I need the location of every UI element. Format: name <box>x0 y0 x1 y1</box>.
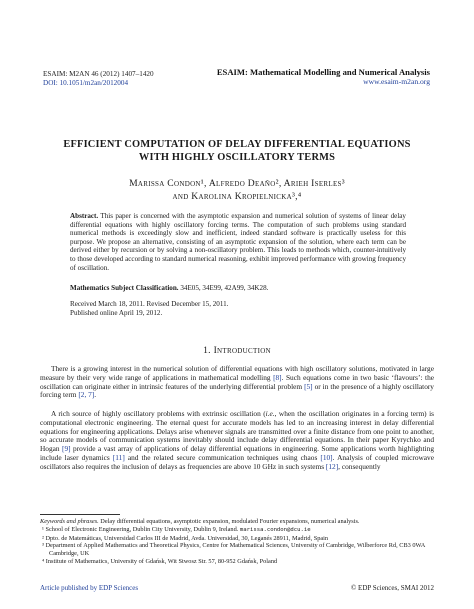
received-date: Received March 18, 2011. Revised December 15, 2011. <box>70 300 229 308</box>
abstract-label: Abstract. <box>70 212 99 220</box>
text-span: There is a growing interest in the numerical solution of differential equations with high oscillatory solutions, motivated in large measure by their very wide range of applications in mathematical modelling <box>40 364 434 382</box>
email-link[interactable]: marissa.condon@dcu.ie <box>239 526 311 533</box>
text-span: provide a vast array of applications of delay differential equations in engineering. Some applications worth highlighting include laser dynamics <box>40 444 434 462</box>
authors-line: Marissa Condon¹, Alfredo Deaño², Arieh Iserles³ <box>129 178 345 189</box>
footnote-marker: ⁴ <box>42 557 45 565</box>
keywords-text: Delay differential equations, asymptotic expansion, modulated Fourier expansions, numerical analysis. <box>98 518 360 525</box>
paragraph <box>40 410 434 472</box>
citation-link[interactable]: [10] <box>320 452 333 462</box>
journal-name: ESAIM: Mathematical Modelling and Numerical Analysis <box>216 67 430 77</box>
msc-label: Mathematics Subject Classification. <box>70 284 179 292</box>
abstract-text: This paper is concerned with the asymptotic expansion and numerical solution of systems of linear delay differential equations with highly oscillatory forcing terms. The computation of such problems using standard numerical methods is exceedingly slow and inefficient, indeed standard software is practically useless for this purpose. We propose an alternative, consisting of an asymptotic expansion of the solution, where each term can be derived either by recursion or by solving a non-oscillatory problem. This leads to methods which, counter-intuitively to those developed according to standard numerical reasoning, exhibit improved performance with growing frequency of oscillation. <box>70 212 406 272</box>
abstract <box>70 212 406 272</box>
citation-link[interactable]: [12] <box>325 461 339 471</box>
section-title: Introduction <box>213 345 271 356</box>
paragraph <box>40 365 434 400</box>
title-line: EFFICIENT COMPUTATION OF DELAY DIFFERENTIAL EQUATIONS <box>63 139 411 150</box>
subject-classification <box>70 284 406 292</box>
citation-link[interactable]: [2, 7] <box>78 390 95 400</box>
keywords-label: Keywords and phrases. <box>40 518 99 525</box>
footnote-text: Dpto. de Matemáticas, Universidad Carlos III de Madrid, Avda. Universidad, 30, Leganés 28911, Madrid, Spain <box>45 534 329 542</box>
paper-title <box>40 138 434 164</box>
footnote <box>40 526 434 535</box>
text-span: . <box>94 390 97 400</box>
doi-link[interactable]: DOI: 10.1051/m2an/2012004 <box>43 79 129 87</box>
msc-codes: 34E05, 34E99, 42A99, 34K28. <box>180 284 269 292</box>
publisher-link[interactable]: Article published by EDP Sciences <box>40 584 139 592</box>
publication-dates <box>70 300 406 317</box>
citation-link[interactable]: [9] <box>62 444 71 454</box>
citation-link[interactable]: [5] <box>304 381 313 391</box>
footnote-text: School of Electronic Engineering, Dublin City University, Dublin 9, Ireland. <box>45 525 240 533</box>
footnote <box>40 558 434 566</box>
text-span: A rich source of highly oscillatory problems with extrinsic oscillation ( <box>51 409 266 418</box>
text-span: i.e. <box>265 409 275 418</box>
footnote-text: Institute of Mathematics, University of Gdańsk, Wit Stwosz Str. 57, 80-952 Gdańsk, Poland <box>45 557 278 565</box>
citation-block <box>43 70 154 88</box>
text-span: or in the presence of a highly oscillatory forcing term <box>40 381 434 400</box>
footnote-rule <box>40 514 120 515</box>
text-span: , consequently <box>338 461 381 471</box>
published-date: Published online April 19, 2012. <box>70 308 163 317</box>
text-span: and the related secure communication techniques using chaos <box>124 452 321 462</box>
citation-link[interactable]: [11] <box>112 452 125 462</box>
section-heading <box>40 345 434 356</box>
section-number: 1. <box>203 345 211 356</box>
footnote-marker: ² <box>42 534 44 542</box>
footnote <box>40 535 434 543</box>
journal-block <box>217 67 430 87</box>
journal-url-link[interactable]: www.esaim-m2an.org <box>363 77 430 86</box>
text-span: , when the oscillation originates in a forcing term) is computational electronic engineering. The eternal quest for accurate models has led to an increasing interest in delay differential equations for engineering applications. Delays arise whenever signals are transmitted over a finite distance from one point to another, so accurate models of communication systems inevitably should include delay differential equations. In their paper Kyrychko and Hogan <box>40 409 434 454</box>
authors-line: and Karolina Kropielnicka³,⁴ <box>172 191 302 202</box>
footnotes <box>40 518 434 566</box>
title-line: WITH HIGHLY OSCILLATORY TERMS <box>138 152 336 163</box>
footnote-text: Department of Applied Mathematics and Theoretical Physics, Centre for Mathematical Sciences, University of Cambridge, Wilberforce Rd, CB3 0WA Cambridge, UK <box>45 542 425 558</box>
text-span: . Such equations come in two basic ‘flavours’: the oscillation can originate either in intrinsic features of the underlying differential problem <box>40 372 435 391</box>
footnote-marker: ¹ <box>42 525 44 533</box>
citation-link[interactable]: [8] <box>273 372 282 382</box>
footnote <box>40 542 434 558</box>
text-span: . Analysis of coupled microwave oscillators also requires the inclusion of delays as frequencies are above 10 GHz in such systems <box>40 452 434 471</box>
citation: ESAIM: M2AN 46 (2012) 1407–1420 <box>43 70 154 78</box>
authors <box>40 177 434 203</box>
copyright-notice: © EDP Sciences, SMAI 2012 <box>350 584 434 592</box>
footnote-marker: ³ <box>42 542 44 550</box>
keywords <box>40 518 434 526</box>
